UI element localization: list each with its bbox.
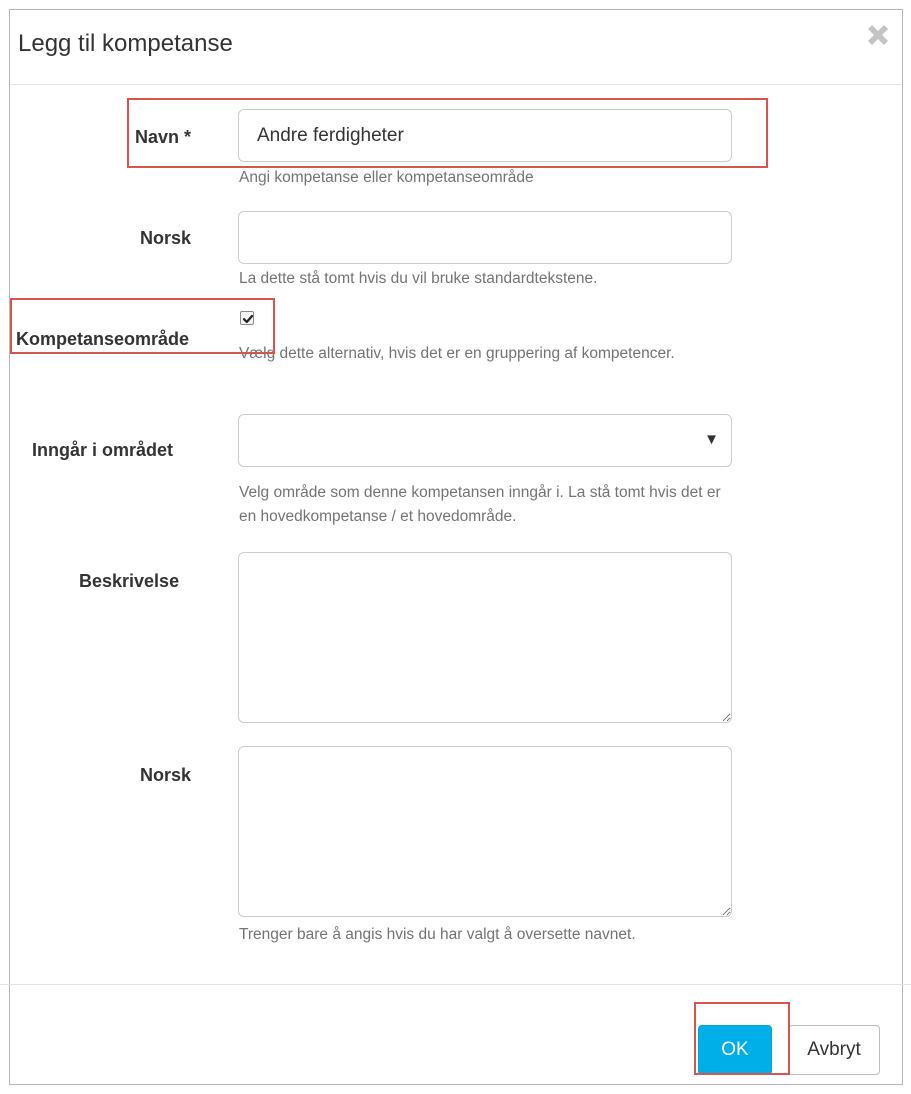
norsk-desc-label: Norsk <box>140 765 192 785</box>
beskrivelse-textarea[interactable] <box>238 552 732 723</box>
ok-button[interactable]: OK <box>698 1025 772 1075</box>
caret-down-icon: ▼ <box>704 431 719 448</box>
cancel-button[interactable]: Avbryt <box>788 1025 880 1075</box>
inngar-select[interactable] <box>238 414 732 467</box>
inngar-help: Velg område som denne kompetansen inngår i. La stå tomt hvis det er en hovedkompetanse / et hovedområde. <box>239 484 721 525</box>
kompetanseomrade-help: Vælg dette alternativ, hvis det er en gruppering af kompetencer. <box>239 345 675 362</box>
beskrivelse-label: Beskrivelse <box>79 571 180 591</box>
norsk-name-input[interactable] <box>238 211 732 264</box>
norsk-name-help: La dette stå tomt hvis du vil bruke standardtekstene. <box>239 270 598 287</box>
ok-button-highlight <box>694 1002 790 1075</box>
close-icon[interactable] <box>864 21 892 49</box>
norsk-desc-help: Trenger bare å angis hvis du har valgt å oversette navnet. <box>239 926 636 943</box>
navn-highlight <box>127 98 768 168</box>
kompetanseomrade-label: Kompetanseområde <box>16 329 190 349</box>
inngar-label: Inngår i området <box>32 440 174 460</box>
navn-label: Navn * <box>135 127 192 147</box>
dialog-title: Legg til kompetanse <box>18 30 233 57</box>
navn-help: Angi kompetanse eller kompetanseområde <box>239 169 534 186</box>
norsk-desc-textarea[interactable] <box>238 746 732 917</box>
dialog-header <box>10 10 902 85</box>
norsk-name-label: Norsk <box>140 228 192 248</box>
kompetanseomrade-highlight <box>10 298 275 354</box>
